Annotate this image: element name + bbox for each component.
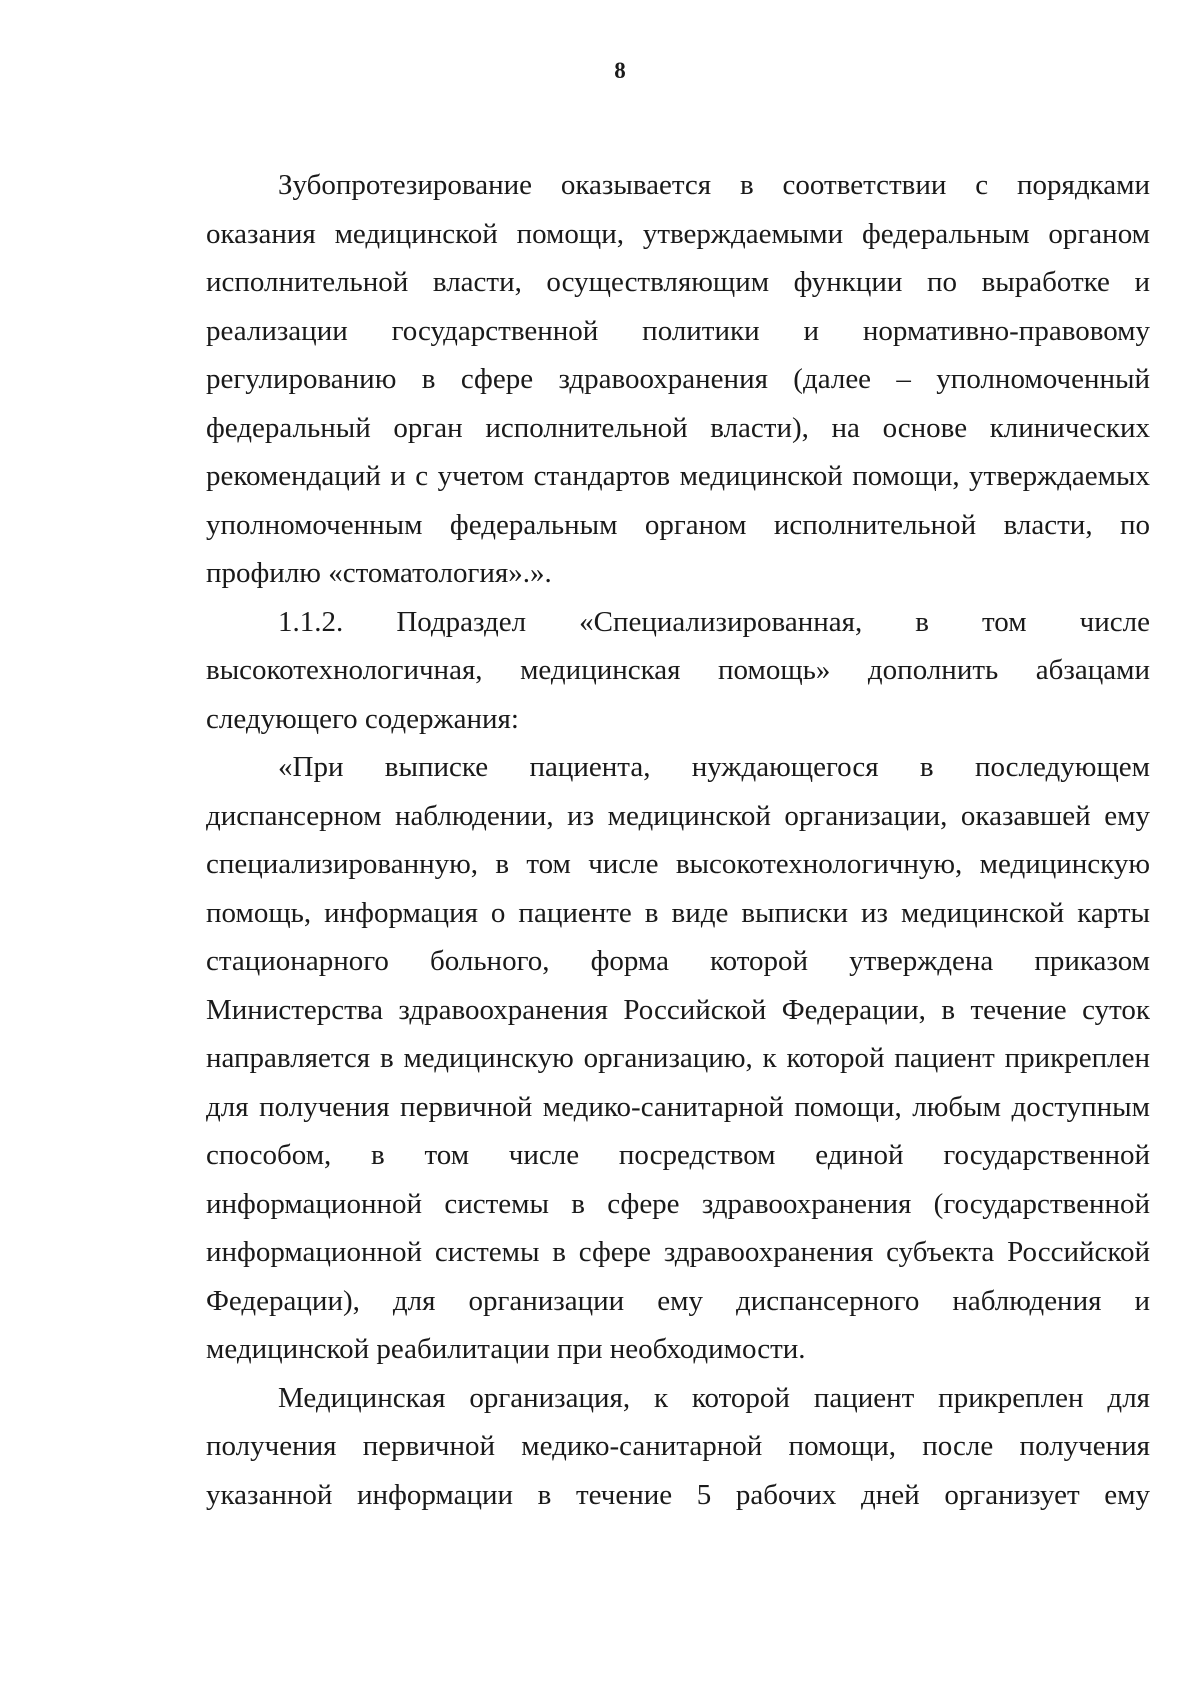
paragraph-medical-organization: Медицинская организация, к которой пациент прикреплен для получения первичной медико-санитарной помощи, после получения указанной информации в течение 5 рабочих дней организует ему — [206, 1381, 1150, 1511]
page-number: 8 — [614, 58, 626, 83]
paragraph-dental-prosthetics: Зубопротезирование оказывается в соответствии с порядками оказания медицинской помощи, утверждаемыми федеральным органом исполнительной власти, осуществляющим функции по выработке и реализации государственной политики и нормативно-правовому регулированию в сфере здравоохранения (далее – уполномоченный федеральный орган исполнительной власти), на основе клинических рекомендаций и с учетом стандартов медицинской помощи, утверждаемых уполномоченным федеральным органом исполнительной власти, по профилю «стоматология».». — [206, 169, 1150, 589]
paragraph-subsection-1-1-2: 1.1.2. Подраздел «Специализированная, в том числе высокотехнологичная, медицинская помощь» дополнить абзацами следующего содержания: — [206, 605, 1150, 735]
document-body — [206, 161, 1150, 1519]
paragraph-patient-discharge: «При выписке пациента, нуждающегося в последующем диспансерном наблюдении, из медицинской организации, оказавшей ему специализированную, в том числе высокотехнологичную, медицинскую помощь, информация о пациенте в виде выписки из медицинской карты стационарного больного, форма которой утверждена приказом Министерства здравоохранения Российской Федерации, в течение суток направляется в медицинскую организацию, к которой пациент прикреплен для получения первичной медико-санитарной помощи, любым доступным способом, в том числе посредством единой государственной информационной системы в сфере здравоохранения (государственной информационной системы в сфере здравоохранения субъекта Российской Федерации), для организации ему диспансерного наблюдения и медицинской реабилитации при необходимости. — [206, 751, 1150, 1365]
